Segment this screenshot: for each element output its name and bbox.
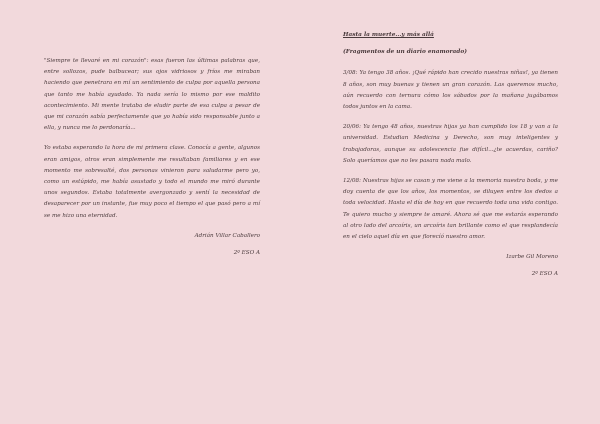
right-author: Izarbe Gil Moreno [506,254,558,261]
left-paragraph-1: "Siempre te llevaré en mi corazón": esas fueron las últimas palabras que, entre sollozos, pude balbucear; sus ojos vidriosos y fríos me miraban haciendo que penetrara en mí un sentimiento de culpa por aquella persona que tanto me había ayudado. Ya nada sería lo mismo por ese maldito acontecimiento. Mi mente trataba de eludir parte de esa culpa a pesar de que mi corazón sabía perfectamente que yo había sido responsable junto a ella, y nunca me lo perdonaría... [44,58,260,132]
left-text-column [44,56,260,259]
diary-entry-3: 12/08: Nuestras hijas se casan y me viene a la memoria nuestra boda, y me doy cuenta de que los años, los momentos, se diluyen entre los dedos a toda velocidad. Hasta el día de hoy en que recuerdo toda una vida contigo. Te quiero mucho y siempre te amaré. Ahora sé que me estarás esperando al otro lado del arcoíris, un arcoíris tan brillante como el que resplandecía en el cielo aquel día en que florecíó nuestro amor. [343,178,558,241]
diary-entry-2: 20/06: Ya tengo 48 años, nuestras hijas ya han cumplido los 18 y van a la universidad. Estudian Medicina y Derecho, son muy inteligentes y trabajadoras, aunque su adolescencia fue difícil...¿te acuerdas, cariño? Solo queríamos que no les pasara nada malo. [343,124,558,164]
right-course: 2º ESO A [531,271,558,278]
right-text-column [343,30,558,281]
diary-entry-1: 3/08: Ya tengo 38 años. ¡Qué rápido han crecido nuestras niñas!, ya tienen 8 años, son muy buenas y tienen un gran corazón. Las queremos mucho, aún recuerdo con ternura cómo los sábados por la mañana jugábamos todos juntos en la cama. [343,70,558,111]
left-course: 2º ESO A [233,250,260,257]
story-subtitle: (Fragmentos de un diario enamorado) [343,49,467,56]
left-author: Adrián Villar Caballero [194,232,260,239]
left-paragraph-2: Yo estaba esperando la hora de mi primera clase. Conocía a gente, algunos eran amigos, otros eran simplemente me resultaban familiares y en ese momento me sobresalté, dos personas vinieron para saludarme pero yo, como un estúpido, me había asustado y todo el mundo me miró durante unos segundos. Estaba totalmente avergonzado y sentí la necesidad de desaparecer por un instante, fue muy poco el tiempo el que pasó pero a mí se me hizo una eternidad. [44,145,260,219]
story-title: Hasta la muerte...y más allá [343,32,434,38]
